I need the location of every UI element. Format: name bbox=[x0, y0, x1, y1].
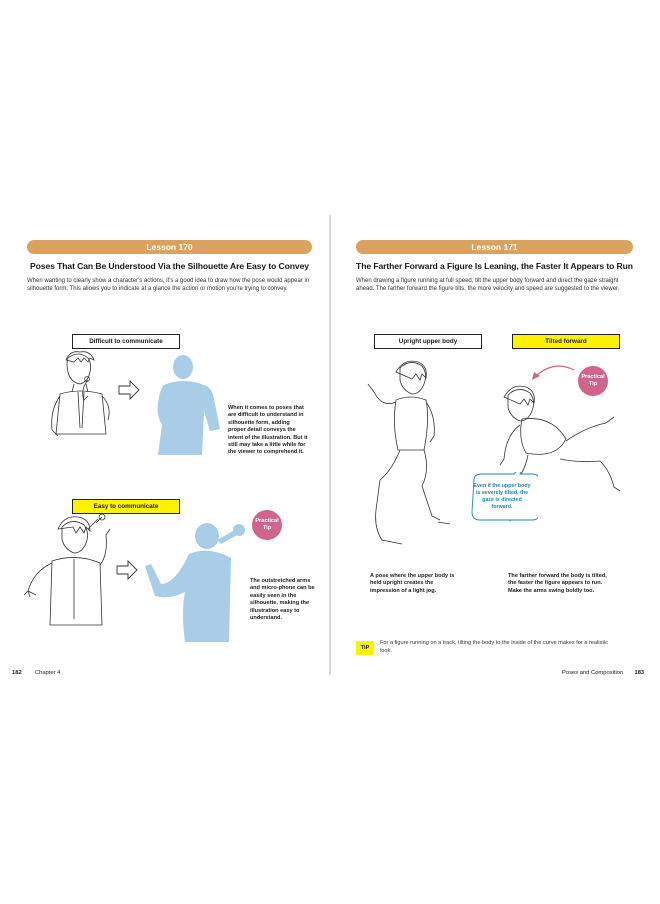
note-difficult: When it comes to poses that are difficult to understand in silhouette form, adding proper detail conveys the intent of the illustration. But it still may take a little while for the viewer to comprehend it. bbox=[228, 405, 308, 456]
page-gutter bbox=[329, 215, 331, 675]
lesson-170-title: Poses That Can Be Understood Via the Silhouette Are Easy to Convey bbox=[30, 261, 309, 271]
speech-bubble-text: Even if the upper body is severely tilted, the gaze is directed forward. bbox=[473, 483, 531, 510]
right-page bbox=[356, 240, 633, 293]
footer-right bbox=[562, 670, 644, 676]
lesson-171-bar: Lesson 171 bbox=[356, 240, 633, 254]
lesson-170-bar: Lesson 170 bbox=[27, 240, 312, 254]
practical-tip-badge-right: Practical Tip bbox=[578, 366, 608, 396]
tip-label: TIP bbox=[356, 641, 374, 655]
label-upright: Upright upper body bbox=[374, 334, 482, 349]
silhouette-singer-1 bbox=[150, 355, 225, 455]
speech-bubble bbox=[466, 472, 538, 522]
figure-line-art-singer-1 bbox=[40, 350, 120, 450]
label-difficult: Difficult to communicate bbox=[72, 334, 180, 349]
runner-upright-line-art bbox=[360, 358, 460, 553]
figure-line-art-singer-2 bbox=[22, 513, 117, 643]
arrow-right-icon-2 bbox=[116, 560, 138, 580]
caption-upright: A pose where the upper body is held upright creates the impression of a light jog. bbox=[370, 573, 455, 594]
right-page-number: 183 bbox=[634, 670, 645, 676]
lesson-171-intro: When drawing a figure running at full speed, tilt the upper body forward and direct the gaze straight ahead. The farther forward the figure tilts, the more velocity and speed are suggested to the viewer. bbox=[356, 278, 620, 292]
note-easy: The outstretched arms and micro-phone can be easily seen in the silhouette, making the illustration easy to understand. bbox=[250, 578, 315, 622]
arrow-right-icon bbox=[118, 380, 140, 400]
caption-tilted: The farther forward the body is tilted, the faster the figure appears to run. Make the arms swing boldly too. bbox=[508, 573, 607, 594]
footer-left bbox=[12, 670, 60, 676]
curved-arrow-icon bbox=[530, 362, 575, 382]
label-easy: Easy to communicate bbox=[72, 499, 180, 514]
tip-text: For a figure running on a track, tilting the body to the inside of the curve makes for a realistic look. bbox=[380, 640, 608, 654]
lesson-171-title: The Farther Forward a Figure Is Leaning, the Faster It Appears to Run bbox=[356, 261, 633, 271]
label-tilted: Tilted forward bbox=[512, 334, 620, 349]
right-section: Poses and Composition bbox=[562, 670, 624, 676]
left-chapter: Chapter 4 bbox=[34, 670, 61, 676]
practical-tip-badge-left: Practical Tip bbox=[252, 510, 282, 540]
left-page bbox=[27, 240, 312, 293]
silhouette-singer-2 bbox=[145, 518, 255, 643]
left-page-number: 182 bbox=[12, 670, 22, 676]
lesson-170-intro: When wanting to clearly show a character's actions, it's a good idea to draw how the pose would appear in silhouette form. This allows you to indicate at a glance the action or motion you're trying to convey. bbox=[27, 278, 310, 292]
